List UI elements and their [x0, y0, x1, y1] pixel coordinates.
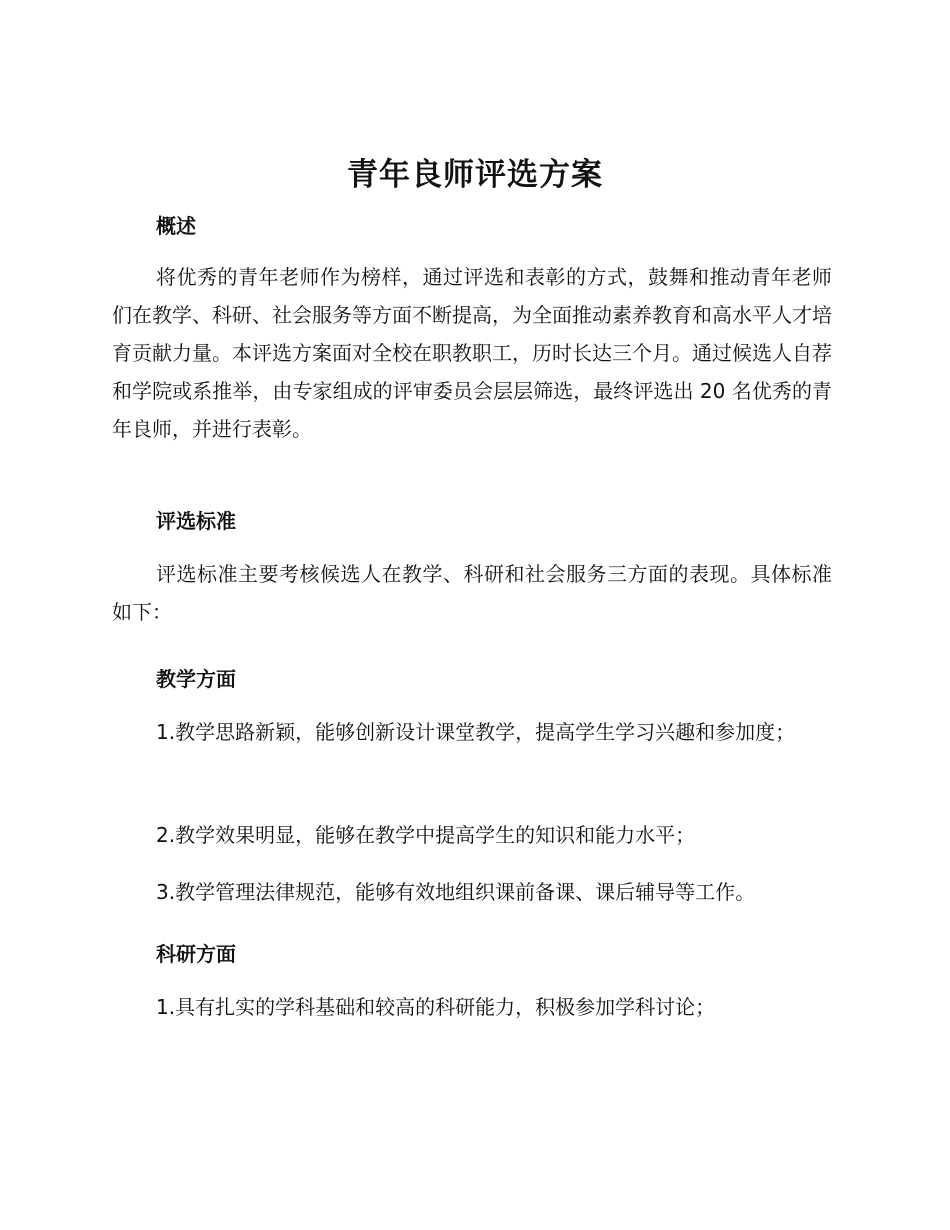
section-heading-teaching: 教学方面: [156, 667, 236, 691]
document-title: 青年良师评选方案: [347, 157, 603, 193]
research-item-1: 1.具有扎实的学科基础和较高的科研能力，积极参加学科讨论；: [156, 995, 716, 1019]
teaching-item-2: 2.教学效果明显，能够在教学中提高学生的知识和能力水平；: [156, 823, 696, 847]
criteria-paragraph: 评选标准主要考核候选人在教学、科研和社会服务三方面的表现。具体标准如下：: [112, 562, 832, 624]
teaching-item-1: 1.教学思路新颖，能够创新设计课堂教学，提高学生学习兴趣和参加度；: [156, 720, 796, 744]
section-heading-criteria: 评选标准: [156, 509, 236, 533]
overview-paragraph: 将优秀的青年老师作为榜样，通过评选和表彰的方式，鼓舞和推动青年老师们在教学、科研、社会服务等方面不断提高，为全面推动素养教育和高水平人才培育贡献力量。本评选方案面对全校在职教职工，历时长达三个月。通过候选人自荐和学院或系推举，由专家组成的评审委员会层层筛选，最终评选出 20 名优秀的青年良师，并进行表彰。: [112, 265, 832, 441]
teaching-item-3: 3.教学管理法律规范，能够有效地组织课前备课、课后辅导等工作。: [156, 880, 756, 904]
section-heading-research: 科研方面: [156, 942, 236, 966]
section-heading-overview: 概述: [156, 214, 196, 238]
